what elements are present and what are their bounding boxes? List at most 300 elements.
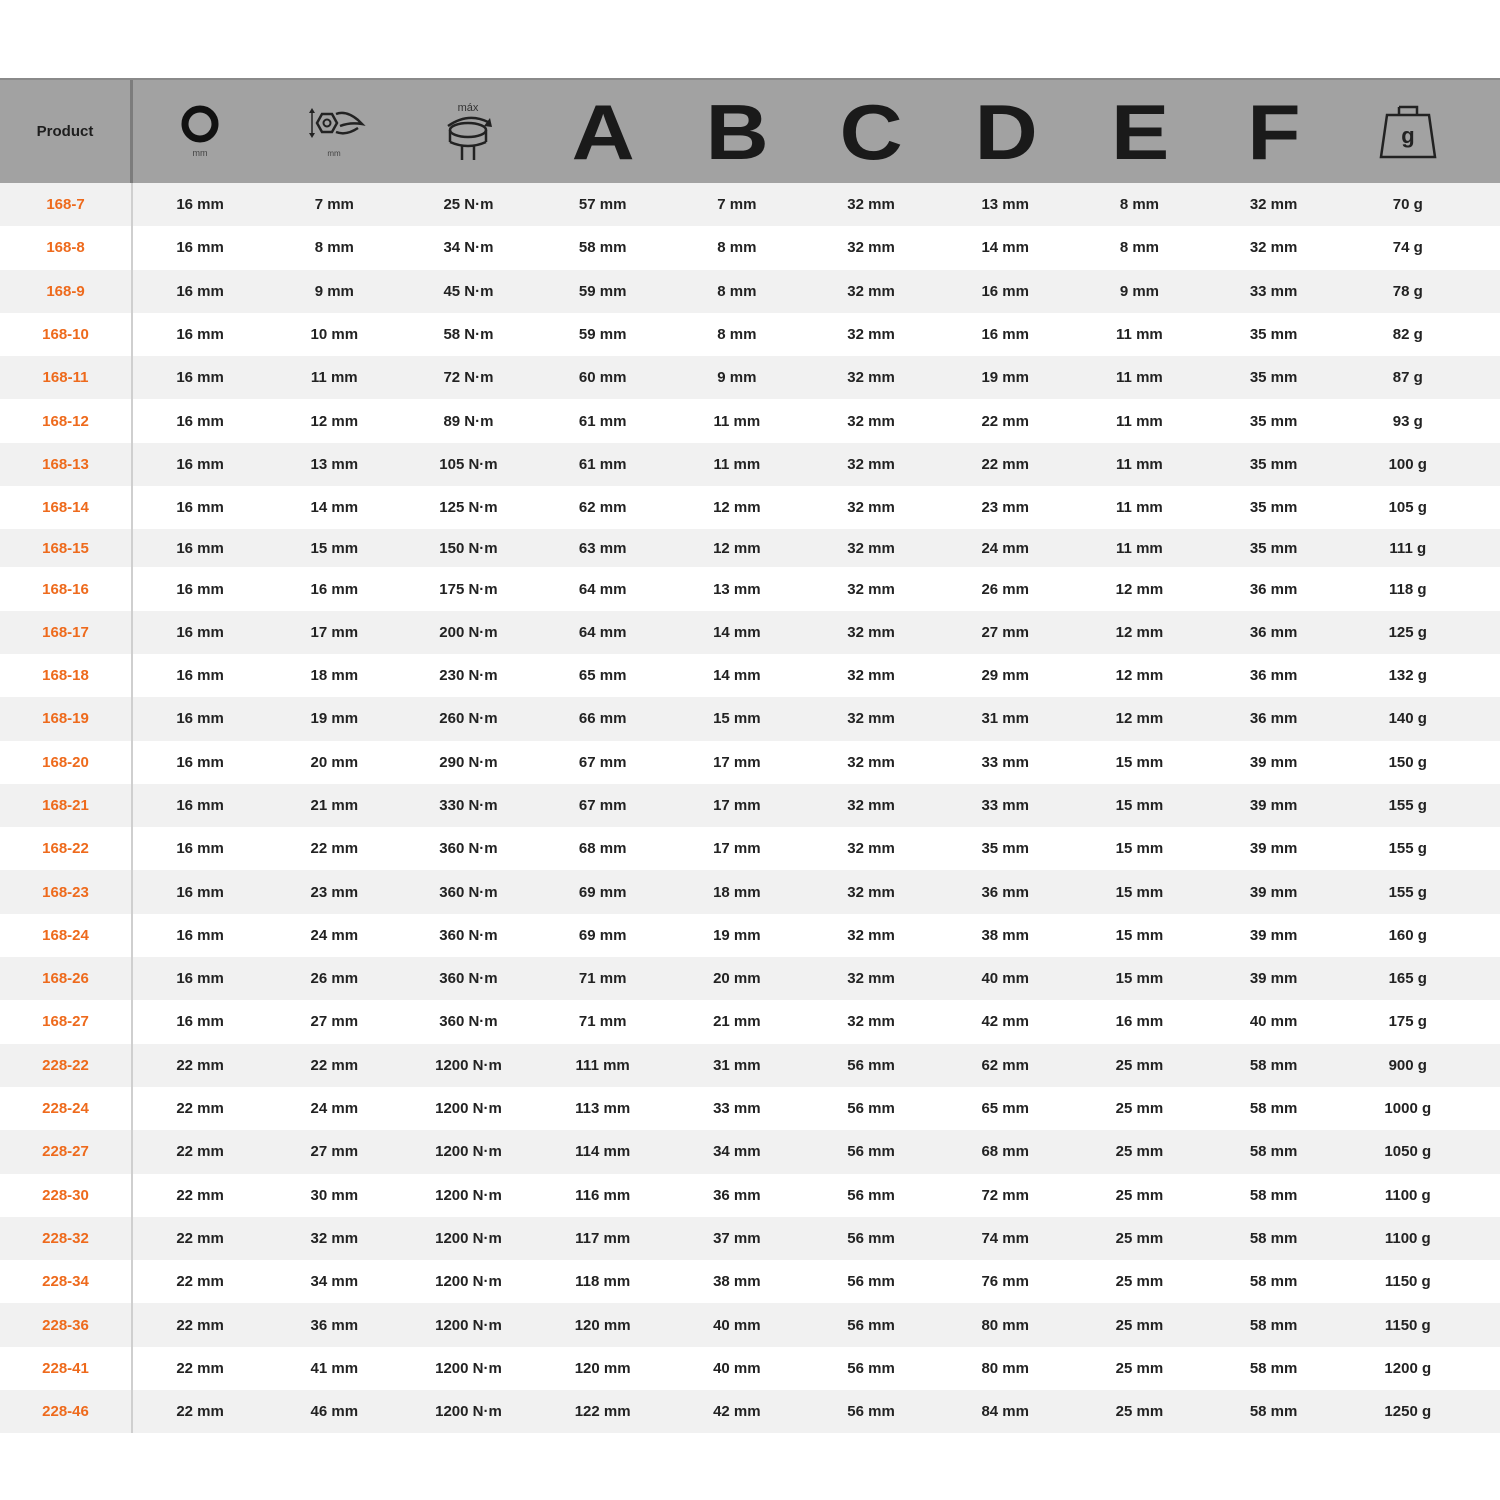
product-code: 168-11	[0, 356, 133, 399]
cell-c: 32 mm	[847, 753, 895, 771]
cell-torque: 1200 N·m	[435, 1403, 502, 1421]
cell-d: 14 mm	[981, 239, 1029, 257]
cell-size: 27 mm	[310, 1013, 359, 1031]
table-row	[0, 486, 1500, 529]
cell-torque: 72 N·m	[443, 369, 494, 387]
table-row	[0, 1130, 1500, 1173]
table-row	[0, 443, 1500, 486]
cell-b: 8 mm	[717, 239, 757, 257]
dimension-a-letter: A	[571, 87, 634, 176]
cell-b: 33 mm	[713, 1100, 761, 1118]
cell-torque: 1200 N·m	[435, 1273, 502, 1291]
table-row	[0, 567, 1500, 610]
cell-weight: 74 g	[1392, 239, 1423, 257]
cell-b: 14 mm	[713, 667, 761, 685]
cell-c: 32 mm	[847, 412, 895, 430]
product-code: 228-30	[0, 1174, 133, 1217]
cell-torque: 1200 N·m	[435, 1229, 502, 1247]
cell-weight: 155 g	[1388, 797, 1427, 814]
cell-c: 56 mm	[847, 1186, 895, 1204]
cell-weight: 165 g	[1388, 970, 1427, 988]
dimension-a-column-header	[536, 80, 670, 183]
cell-d: 76 mm	[981, 1273, 1029, 1291]
table-row	[0, 1390, 1500, 1433]
cell-c: 56 mm	[847, 1143, 895, 1161]
cell-torque: 360 N·m	[439, 840, 498, 858]
cell-a: 64 mm	[578, 580, 627, 598]
cell-c: 32 mm	[847, 196, 895, 214]
table-row	[0, 741, 1500, 784]
cell-torque: 34 N·m	[443, 239, 494, 257]
cell-size: 12 mm	[310, 412, 359, 430]
cell-d: 80 mm	[981, 1359, 1029, 1377]
cell-a: 60 mm	[578, 369, 627, 387]
product-code: 228-32	[0, 1217, 133, 1260]
cell-size: 8 mm	[314, 239, 354, 257]
product-code: 168-17	[0, 611, 133, 654]
product-code: 228-22	[0, 1044, 133, 1087]
cell-b: 12 mm	[713, 539, 761, 557]
cell-a: 122 mm	[574, 1403, 631, 1421]
cell-size: 19 mm	[310, 710, 359, 728]
cell-b: 40 mm	[713, 1359, 761, 1377]
dimension-f-letter: F	[1247, 87, 1300, 176]
cell-b: 38 mm	[713, 1273, 761, 1291]
cell-a: 116 mm	[575, 1186, 631, 1204]
cell-e: 25 mm	[1115, 1403, 1164, 1421]
cell-c: 32 mm	[847, 883, 895, 901]
cell-e: 11 mm	[1116, 412, 1163, 430]
product-code: 228-34	[0, 1260, 133, 1303]
cell-a: 120 mm	[574, 1316, 631, 1334]
cell-torque: 25 N·m	[443, 196, 494, 214]
cell-b: 36 mm	[713, 1186, 761, 1204]
cell-e: 25 mm	[1115, 1316, 1164, 1334]
cell-b: 19 mm	[713, 926, 761, 944]
cell-c: 56 mm	[847, 1316, 895, 1334]
cell-weight: 125 g	[1388, 623, 1427, 641]
cell-b: 20 mm	[713, 970, 761, 988]
cell-size: 22 mm	[310, 840, 359, 858]
product-code: 228-24	[0, 1087, 133, 1130]
cell-c: 32 mm	[847, 539, 895, 557]
product-code: 168-7	[0, 183, 133, 226]
cell-c: 56 mm	[847, 1273, 895, 1291]
cell-c: 56 mm	[847, 1359, 895, 1377]
cell-torque: 45 N·m	[443, 282, 494, 300]
dimension-d-column-header	[938, 80, 1072, 183]
cell-torque: 175 N·m	[439, 580, 498, 598]
cell-e: 8 mm	[1119, 239, 1159, 257]
cell-torque: 105 N·m	[439, 455, 498, 473]
cell-f: 35 mm	[1249, 326, 1298, 344]
cell-drive: 16 mm	[176, 926, 224, 944]
cell-c: 32 mm	[847, 369, 895, 387]
cell-c: 32 mm	[847, 326, 895, 344]
svg-text:mm: mm	[327, 148, 341, 158]
cell-drive: 16 mm	[176, 412, 224, 430]
cell-d: 22 mm	[981, 412, 1029, 430]
cell-d: 19 mm	[981, 369, 1029, 387]
cell-torque: 1200 N·m	[435, 1100, 502, 1118]
cell-f: 58 mm	[1249, 1100, 1298, 1118]
cell-size: 22 mm	[310, 1056, 359, 1074]
cell-weight: 900 g	[1388, 1056, 1427, 1074]
product-code: 228-46	[0, 1390, 133, 1433]
cell-f: 36 mm	[1249, 623, 1298, 641]
table-row	[0, 611, 1500, 654]
cell-a: 64 mm	[578, 623, 627, 641]
cell-drive: 22 mm	[176, 1403, 224, 1421]
table-row	[0, 697, 1500, 740]
cell-torque: 290 N·m	[439, 753, 498, 771]
table-row	[0, 1303, 1500, 1346]
cell-weight: 155 g	[1388, 840, 1427, 858]
table-header	[0, 78, 1500, 183]
cell-torque: 360 N·m	[439, 926, 498, 944]
cell-d: 33 mm	[981, 753, 1029, 771]
cell-torque: 200 N·m	[439, 623, 498, 641]
cell-d: 22 mm	[981, 455, 1029, 473]
cell-a: 118 mm	[575, 1273, 631, 1291]
table-row	[0, 957, 1500, 1000]
cell-size: 9 mm	[314, 282, 354, 300]
cell-d: 42 mm	[981, 1013, 1029, 1031]
cell-e: 8 mm	[1119, 196, 1159, 214]
cell-drive: 22 mm	[176, 1316, 224, 1334]
cell-weight: 93 g	[1392, 412, 1423, 430]
cell-e: 25 mm	[1115, 1056, 1164, 1074]
cell-d: 33 mm	[981, 797, 1029, 814]
cell-e: 15 mm	[1115, 753, 1164, 771]
cell-size: 27 mm	[310, 1143, 359, 1161]
cell-d: 16 mm	[981, 326, 1029, 344]
cell-weight: 140 g	[1388, 710, 1427, 728]
cell-c: 56 mm	[847, 1100, 895, 1118]
square-drive-icon	[178, 104, 222, 160]
cell-weight: 105 g	[1388, 499, 1427, 517]
cell-a: 117 mm	[575, 1229, 631, 1247]
cell-a: 69 mm	[578, 883, 627, 901]
cell-e: 12 mm	[1115, 623, 1164, 641]
table-row	[0, 356, 1500, 399]
cell-c: 32 mm	[847, 239, 895, 257]
cell-torque: 1200 N·m	[435, 1143, 502, 1161]
cell-torque: 125 N·m	[439, 499, 498, 517]
cell-torque: 260 N·m	[439, 710, 498, 728]
cell-b: 11 mm	[713, 412, 761, 430]
product-code: 168-12	[0, 399, 133, 442]
cell-a: 111 mm	[575, 1056, 630, 1074]
cell-a: 66 mm	[578, 710, 627, 728]
cell-a: 68 mm	[578, 840, 627, 858]
weight-column-header	[1341, 80, 1475, 183]
spec-table	[0, 78, 1500, 1433]
cell-c: 32 mm	[847, 455, 895, 473]
cell-weight: 70 g	[1392, 196, 1423, 214]
cell-drive: 16 mm	[176, 580, 224, 598]
dimension-e-column-header	[1072, 80, 1206, 183]
cell-e: 25 mm	[1115, 1273, 1164, 1291]
cell-weight: 155 g	[1388, 883, 1427, 901]
cell-drive: 16 mm	[176, 326, 224, 344]
cell-f: 58 mm	[1249, 1186, 1298, 1204]
cell-d: 27 mm	[981, 623, 1029, 641]
cell-d: 13 mm	[981, 196, 1029, 214]
cell-e: 25 mm	[1115, 1100, 1164, 1118]
cell-f: 58 mm	[1249, 1143, 1298, 1161]
cell-torque: 330 N·m	[439, 797, 498, 814]
product-code: 228-41	[0, 1347, 133, 1390]
cell-size: 36 mm	[310, 1316, 359, 1334]
cell-c: 32 mm	[847, 580, 895, 598]
dimension-d-letter: D	[974, 87, 1037, 176]
cell-d: 29 mm	[981, 667, 1029, 685]
table-row	[0, 914, 1500, 957]
product-code: 168-20	[0, 741, 133, 784]
cell-weight: 87 g	[1392, 369, 1423, 387]
cell-weight: 132 g	[1388, 667, 1427, 685]
product-code: 168-16	[0, 567, 133, 610]
table-row	[0, 399, 1500, 442]
cell-d: 24 mm	[981, 539, 1029, 557]
cell-b: 15 mm	[713, 710, 761, 728]
cell-b: 13 mm	[713, 580, 761, 598]
product-code: 168-24	[0, 914, 133, 957]
cell-drive: 16 mm	[176, 623, 224, 641]
max-torque-icon	[438, 100, 498, 164]
table-row	[0, 1174, 1500, 1217]
product-code: 168-26	[0, 957, 133, 1000]
cell-f: 58 mm	[1249, 1229, 1298, 1247]
cell-size: 17 mm	[310, 623, 359, 641]
table-row	[0, 1000, 1500, 1043]
cell-f: 39 mm	[1249, 753, 1298, 771]
cell-drive: 16 mm	[176, 369, 224, 387]
cell-weight: 1150 g	[1384, 1273, 1431, 1291]
cell-drive: 22 mm	[176, 1056, 224, 1074]
cell-f: 58 mm	[1249, 1316, 1298, 1334]
table-row	[0, 784, 1500, 827]
cell-drive: 16 mm	[176, 797, 224, 814]
cell-c: 32 mm	[847, 840, 895, 858]
cell-weight: 1100 g	[1384, 1186, 1431, 1204]
product-code: 168-9	[0, 270, 133, 313]
cell-drive: 16 mm	[176, 539, 224, 557]
cell-size: 7 mm	[314, 196, 354, 214]
cell-weight: 1100 g	[1384, 1229, 1431, 1247]
cell-torque: 1200 N·m	[435, 1056, 502, 1074]
cell-b: 37 mm	[713, 1229, 761, 1247]
cell-weight: 1050 g	[1384, 1143, 1432, 1161]
cell-e: 15 mm	[1115, 883, 1164, 901]
cell-d: 65 mm	[981, 1100, 1029, 1118]
cell-e: 12 mm	[1115, 710, 1164, 728]
wrench-size-column-header	[267, 80, 401, 183]
cell-torque: 360 N·m	[439, 1013, 498, 1031]
cell-size: 13 mm	[310, 455, 359, 473]
cell-size: 24 mm	[310, 926, 359, 944]
cell-d: 62 mm	[981, 1056, 1029, 1074]
cell-a: 62 mm	[578, 499, 627, 517]
cell-a: 67 mm	[578, 753, 627, 771]
cell-f: 39 mm	[1249, 797, 1298, 814]
cell-c: 32 mm	[847, 797, 895, 814]
product-code: 168-21	[0, 784, 133, 827]
cell-c: 32 mm	[847, 282, 895, 300]
cell-e: 25 mm	[1115, 1229, 1164, 1247]
cell-drive: 16 mm	[176, 753, 224, 771]
cell-f: 35 mm	[1249, 455, 1298, 473]
cell-weight: 1250 g	[1384, 1403, 1432, 1421]
cell-size: 23 mm	[310, 883, 359, 901]
cell-size: 14 mm	[310, 499, 359, 517]
cell-e: 25 mm	[1115, 1186, 1164, 1204]
cell-e: 15 mm	[1115, 970, 1164, 988]
product-code: 168-14	[0, 486, 133, 529]
cell-f: 39 mm	[1249, 970, 1298, 988]
cell-d: 35 mm	[981, 840, 1029, 858]
cell-d: 68 mm	[981, 1143, 1029, 1161]
cell-a: 59 mm	[578, 326, 627, 344]
cell-torque: 360 N·m	[439, 970, 498, 988]
svg-text:mm: mm	[192, 147, 208, 158]
cell-a: 57 mm	[578, 196, 627, 214]
cell-f: 58 mm	[1249, 1359, 1298, 1377]
cell-e: 9 mm	[1119, 282, 1159, 300]
cell-d: 36 mm	[981, 883, 1029, 901]
cell-weight: 1200 g	[1384, 1359, 1432, 1377]
cell-torque: 150 N·m	[439, 539, 498, 557]
cell-b: 14 mm	[713, 623, 761, 641]
cell-a: 58 mm	[578, 239, 627, 257]
cell-d: 80 mm	[981, 1316, 1029, 1334]
cell-drive: 22 mm	[176, 1359, 224, 1377]
table-row	[0, 183, 1500, 226]
cell-a: 71 mm	[578, 970, 627, 988]
cell-a: 59 mm	[578, 282, 627, 300]
dimension-c-letter: C	[840, 87, 903, 176]
table-row	[0, 1087, 1500, 1130]
cell-f: 35 mm	[1249, 499, 1298, 517]
cell-drive: 16 mm	[176, 239, 224, 257]
cell-c: 32 mm	[847, 499, 895, 517]
cell-e: 12 mm	[1115, 667, 1164, 685]
cell-size: 11 mm	[310, 369, 358, 387]
cell-drive: 16 mm	[176, 499, 224, 517]
cell-weight: 160 g	[1388, 926, 1427, 944]
cell-b: 17 mm	[713, 840, 761, 858]
cell-f: 33 mm	[1249, 282, 1298, 300]
dimension-e-letter: E	[1110, 87, 1168, 176]
cell-size: 30 mm	[310, 1186, 359, 1204]
cell-torque: 1200 N·m	[435, 1359, 502, 1377]
cell-size: 26 mm	[310, 970, 359, 988]
cell-weight: 150 g	[1388, 753, 1427, 771]
cell-c: 56 mm	[847, 1056, 895, 1074]
weight-icon	[1377, 101, 1439, 163]
cell-b: 31 mm	[713, 1056, 761, 1074]
cell-c: 32 mm	[847, 970, 895, 988]
cell-f: 35 mm	[1249, 412, 1298, 430]
cell-c: 32 mm	[847, 710, 895, 728]
cell-a: 67 mm	[578, 797, 627, 814]
cell-b: 8 mm	[717, 282, 757, 300]
cell-f: 32 mm	[1249, 196, 1298, 214]
cell-b: 40 mm	[713, 1316, 761, 1334]
cell-size: 10 mm	[310, 326, 359, 344]
table-row	[0, 529, 1500, 567]
table-row	[0, 1260, 1500, 1303]
product-code: 168-22	[0, 827, 133, 870]
table-row	[0, 226, 1500, 269]
cell-e: 25 mm	[1115, 1359, 1164, 1377]
cell-size: 20 mm	[310, 753, 359, 771]
product-code: 228-27	[0, 1130, 133, 1173]
cell-e: 11 mm	[1116, 539, 1163, 557]
square-drive-column-header	[133, 80, 267, 183]
product-code: 168-18	[0, 654, 133, 697]
cell-f: 58 mm	[1249, 1403, 1298, 1421]
cell-e: 11 mm	[1116, 369, 1163, 387]
cell-f: 36 mm	[1249, 710, 1298, 728]
cell-c: 32 mm	[847, 623, 895, 641]
cell-drive: 16 mm	[176, 455, 224, 473]
cell-torque: 360 N·m	[439, 883, 498, 901]
cell-torque: 1200 N·m	[435, 1186, 502, 1204]
cell-e: 11 mm	[1116, 455, 1163, 473]
table-row	[0, 270, 1500, 313]
cell-a: 113 mm	[575, 1100, 631, 1118]
cell-size: 16 mm	[310, 580, 359, 598]
cell-weight: 1150 g	[1384, 1316, 1431, 1334]
cell-torque: 1200 N·m	[435, 1316, 502, 1334]
cell-drive: 22 mm	[176, 1100, 224, 1118]
cell-a: 71 mm	[578, 1013, 627, 1031]
dimension-f-column-header	[1207, 80, 1341, 183]
cell-drive: 16 mm	[176, 196, 224, 214]
cell-a: 69 mm	[578, 926, 627, 944]
cell-e: 16 mm	[1115, 1013, 1164, 1031]
cell-e: 25 mm	[1115, 1143, 1164, 1161]
cell-f: 36 mm	[1249, 580, 1298, 598]
cell-d: 84 mm	[981, 1403, 1029, 1421]
product-code: 168-13	[0, 443, 133, 486]
cell-weight: 82 g	[1392, 326, 1423, 344]
table-body	[0, 183, 1500, 1433]
cell-f: 58 mm	[1249, 1273, 1298, 1291]
cell-drive: 16 mm	[176, 667, 224, 685]
cell-b: 18 mm	[713, 883, 761, 901]
cell-b: 17 mm	[713, 753, 761, 771]
cell-size: 34 mm	[310, 1273, 359, 1291]
cell-size: 21 mm	[310, 797, 359, 814]
table-row	[0, 1044, 1500, 1087]
cell-size: 18 mm	[310, 667, 359, 685]
cell-weight: 118 g	[1389, 580, 1427, 598]
cell-drive: 16 mm	[176, 282, 224, 300]
cell-f: 39 mm	[1249, 840, 1298, 858]
cell-drive: 16 mm	[176, 1013, 224, 1031]
table-row	[0, 313, 1500, 356]
cell-size: 41 mm	[310, 1359, 359, 1377]
cell-drive: 22 mm	[176, 1143, 224, 1161]
cell-f: 39 mm	[1249, 883, 1298, 901]
cell-c: 56 mm	[847, 1229, 895, 1247]
cell-b: 7 mm	[717, 196, 757, 214]
product-code: 228-36	[0, 1303, 133, 1346]
cell-f: 39 mm	[1249, 926, 1298, 944]
